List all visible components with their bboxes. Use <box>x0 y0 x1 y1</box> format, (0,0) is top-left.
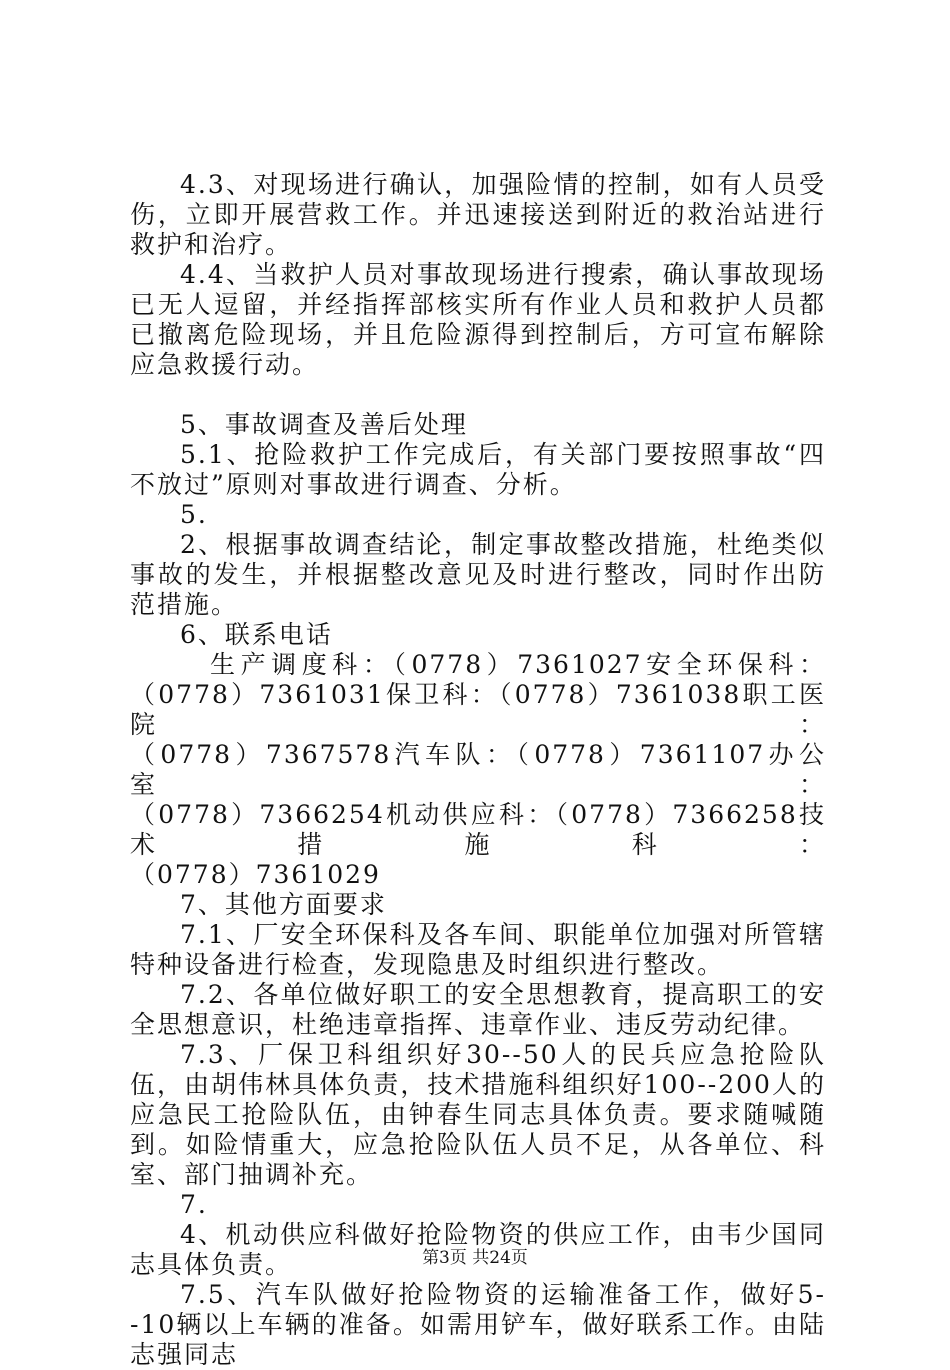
heading-7: 7、其他方面要求 <box>180 890 387 919</box>
paragraph-4-4: 4.4、当救护人员对事故现场进行搜索，确认事故现场已无人逗留，并经指挥部核实所有作业人员和救护人员都已撤离危险现场，并且危险源得到控制后，方可宣布解除应急救援行动。 <box>130 260 826 379</box>
phone-line: （0778）7367578汽车队：（0778）7361107办公室： <box>130 740 826 799</box>
paragraph-7-2: 7.2、各单位做好职工的安全思想教育，提高职工的安全思想意识，杜绝违章指挥、违章作业、违反劳动纪律。 <box>130 980 826 1039</box>
paragraph-7-5: 7.5、汽车队做好抢险物资的运输准备工作，做好5--10辆以上车辆的准备。如需用铲车，做好联系工作。由陆志强同志 <box>130 1280 826 1369</box>
phone-line: （0778）7366254机动供应科：（0778）7366258技术措施科： <box>130 800 826 859</box>
paragraph-5-2: 2、根据事故调查结论，制定事故整改措施，杜绝类似事故的发生，并根据整改意见及时进行整改，同时作出防范措施。 <box>130 530 826 619</box>
paragraph-7-fragment: 7. <box>180 1190 208 1219</box>
phone-line: （0778）7361029 <box>130 860 381 889</box>
paragraph-7-1: 7.1、厂安全环保科及各车间、职能单位加强对所管辖特种设备进行检查，发现隐患及时组织进行整改。 <box>130 920 826 979</box>
heading-6: 6、联系电话 <box>180 620 333 649</box>
phone-line: （0778）7361031保卫科：（0778）7361038职工医院： <box>130 680 826 739</box>
paragraph-4-3: 4.3、对现场进行确认，加强险情的控制，如有人员受伤，立即开展营救工作。并迅速接送到附近的救治站进行救护和治疗。 <box>130 170 826 259</box>
phone-line: 生产调度科：（0778）7361027安全环保科： <box>210 650 826 679</box>
document-body <box>130 170 826 1370</box>
paragraph-7-3: 7.3、厂保卫科组织好30--50人的民兵应急抢险队伍，由胡伟林具体负责，技术措施科组织好100--200人的应急民工抢险队伍，由钟春生同志具体负责。要求随喊随到。如险情重大，应急抢险队伍人员不足，从各单位、科室、部门抽调补充。 <box>130 1040 826 1189</box>
paragraph-5-1: 5.1、抢险救护工作完成后，有关部门要按照事故“四不放过”原则对事故进行调查、分析。 <box>130 440 826 499</box>
heading-5: 5、事故调查及善后处理 <box>180 410 468 439</box>
paragraph-7-4: 4、机动供应科做好抢险物资的供应工作，由韦少国同志具体负责。 <box>130 1220 826 1279</box>
paragraph-5-fragment: 5. <box>180 500 208 529</box>
page-footer: 第3页 共24页 <box>422 1248 528 1268</box>
